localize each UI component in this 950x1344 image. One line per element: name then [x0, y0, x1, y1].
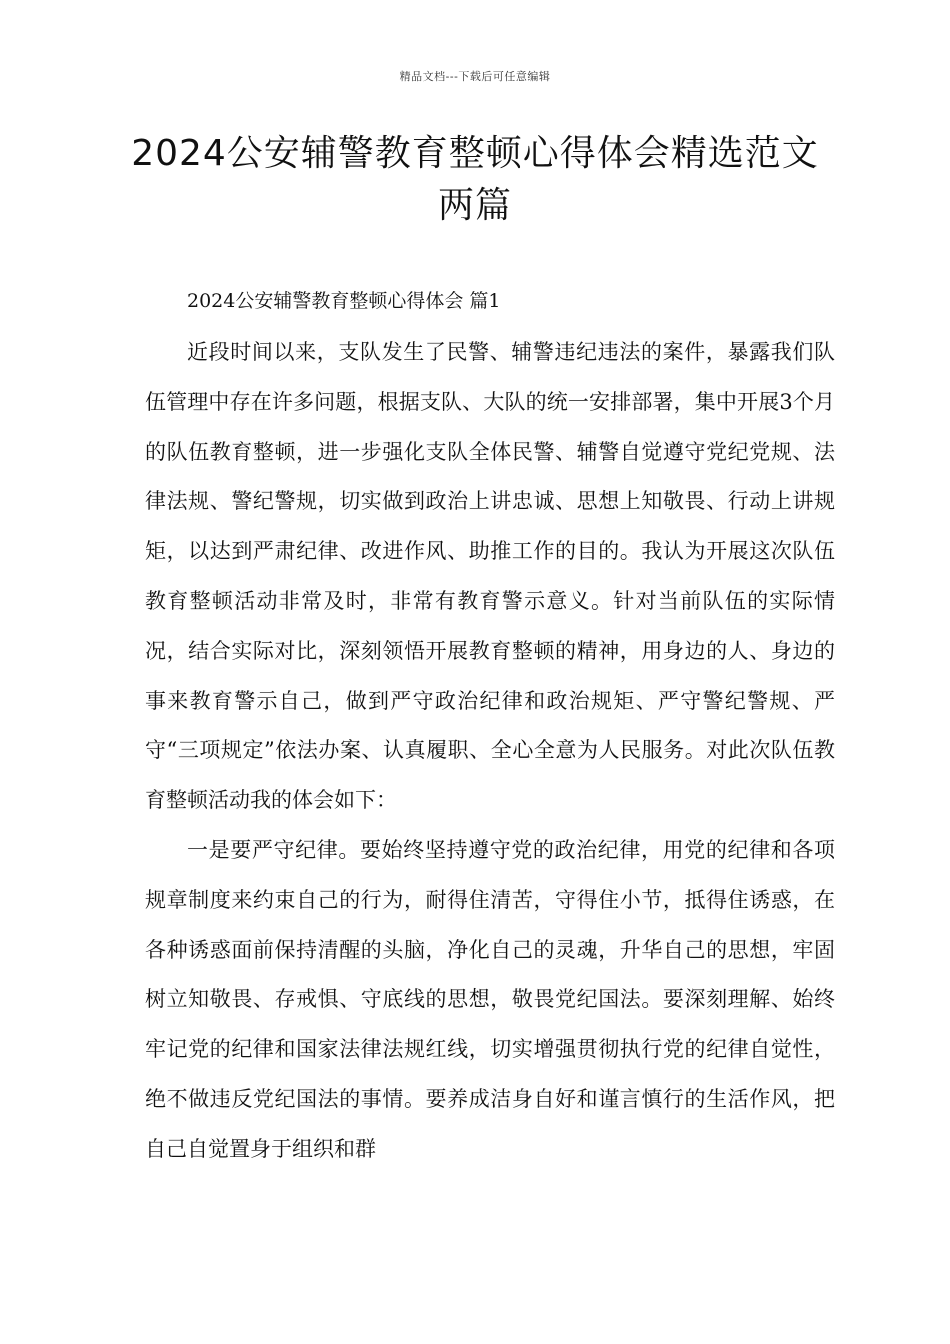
header-note: 精品文档---下载后可任意编辑 — [399, 70, 551, 83]
section-heading: 2024公安辅警教育整顿心得体会 篇1 — [187, 290, 501, 312]
paragraph-1: 近段时间以来，支队发生了民警、辅警违纪违法的案件，暴露我们队伍管理中存在许多问题，根据支队、大队的统一安排部署，集中开展3个月的队伍教育整顿，进一步强化支队全体民警、辅警自觉遵守党纪党规、法律法规、警纪警规，切实做到政治上讲忠诚、思想上知敬畏、行动上讲规矩，以达到严肃纪律、改进作风、助推工作的目的。我认为开展这次队伍教育整顿活动非常及时，非常有教育警示意义。针对当前队伍的实际情况，结合实际对比，深刻领悟开展教育整顿的精神，用身边的人、身边的事来教育警示自己，做到严守政治纪律和政治规矩、严守警纪警规、严守“三项规定”依法办案、认真履职、全心全意为人民服务。对此次队伍教育整顿活动我的体会如下： — [145, 340, 835, 813]
paragraph-2: 一是要严守纪律。要始终坚持遵守党的政治纪律，用党的纪律和各项规章制度来约束自己的行为，耐得住清苦，守得住小节，抵得住诱惑，在各种诱惑面前保持清醒的头脑，净化自己的灵魂，升华自己的思想，牢固树立知敬畏、存戒惧、守底线的思想，敬畏党纪国法。要深刻理解、始终牢记党的纪律和国家法律法规红线，切实增强贯彻执行党的纪律自觉性，绝不做违反党纪国法的事情。要养成洁身自好和谨言慎行的生活作风，把自己自觉置身于组织和群 — [145, 837, 835, 1161]
document-body — [145, 328, 835, 1175]
document-title: 2024公安辅警教育整顿心得体会精选范文两篇 — [131, 133, 819, 226]
